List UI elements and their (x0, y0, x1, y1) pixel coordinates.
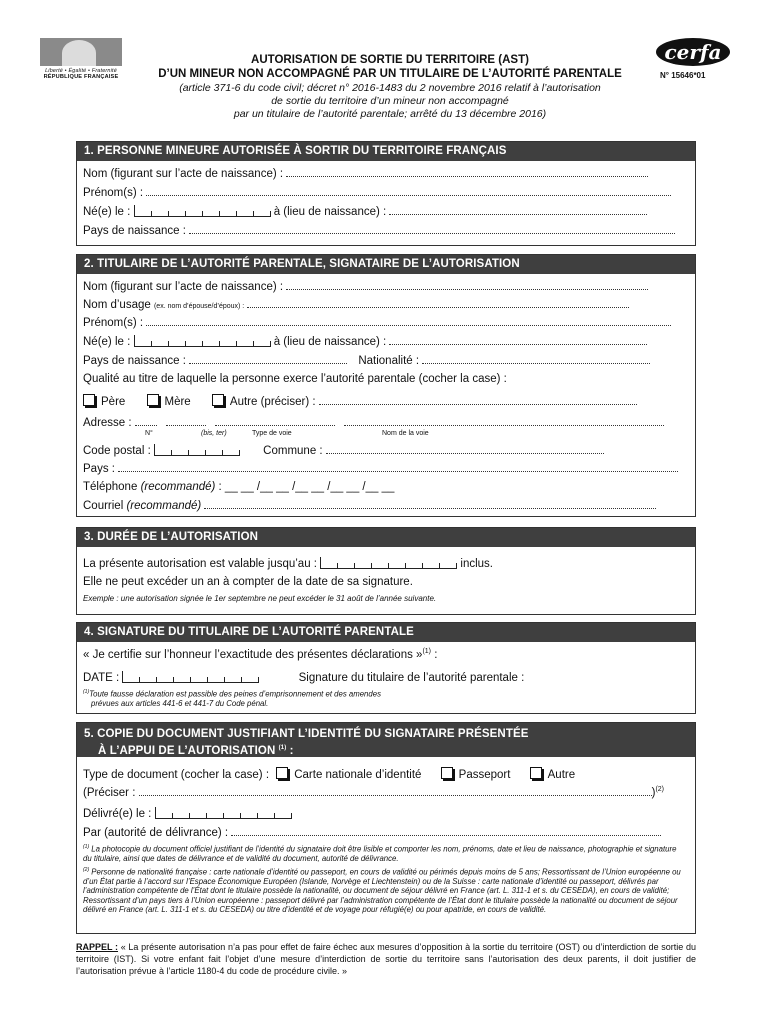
minor-birthdate-boxes[interactable] (134, 205, 271, 217)
duree-limite: Elle ne peut excéder un an à compter de la date de sa signature. (83, 576, 413, 588)
adresse-bis-field[interactable] (166, 416, 206, 426)
cerfa-logo: cerfa (656, 38, 730, 66)
rappel-block (76, 941, 696, 977)
section-minor (76, 141, 696, 246)
parent-lieu-label: à (lieu de naissance) : (273, 336, 387, 348)
republique-francaise-logo (38, 38, 124, 90)
section-5-heading-line-1: 5. COPIE DU DOCUMENT JUSTIFIANT L’IDENTITÉ DU SIGNATAIRE PRÉSENTÉE (84, 728, 529, 740)
minor-naissance-row (83, 205, 647, 218)
note-line-1: Toute fausse déclaration est passible des peines d’emprisonnement et des amendes (89, 689, 381, 699)
delivre-date-boxes[interactable] (155, 807, 292, 819)
section-2-heading: 2. TITULAIRE DE L’AUTORITÉ PARENTALE, SIGNATAIRE DE L’AUTORISATION (77, 255, 695, 274)
preciser-row (83, 786, 664, 799)
autre-doc-label: Autre (547, 769, 576, 781)
parent-pays-row (83, 354, 650, 367)
section-3-heading: 3. DURÉE DE L’AUTORISATION (77, 528, 695, 547)
type-doc-label: Type de document (cocher la case) : (83, 769, 270, 781)
autorite-field[interactable] (231, 826, 661, 836)
note-1-text: La photocopie du document officiel justifiant de l’identité du signataire doit être lisible et comporter les nom, prénoms, date et lieu de naissance, photographie et signature du titulaire, ainsi que dates de délivrance et de validité du document, autorité de délivrance. (83, 844, 677, 863)
delivre-label: Délivré(e) le : (83, 808, 152, 820)
preciser-ref: (2) (655, 786, 665, 794)
parent-telephone-row (83, 481, 394, 493)
section-5-note-2 (83, 866, 683, 915)
logo-republic: RÉPUBLIQUE FRANÇAISE (43, 74, 119, 80)
pays2-field[interactable] (118, 462, 678, 472)
date-signature-row (83, 671, 524, 684)
duree-valable-row (83, 557, 493, 570)
section-5-heading (77, 723, 695, 757)
autre-label: Autre (préciser) : (229, 396, 316, 408)
rappel-label: RAPPEL : (76, 942, 119, 952)
parent-nationalite-field[interactable] (422, 354, 650, 364)
parent-nom-field[interactable] (286, 280, 648, 290)
parent-cp-row (83, 444, 604, 457)
courriel-label: Courriel (83, 500, 124, 512)
telephone-label: Téléphone (83, 481, 138, 493)
parent-naissance-row (83, 335, 647, 348)
parent-nom-usage-field[interactable] (247, 298, 629, 308)
parent-pays2-row (83, 462, 678, 475)
mere-label: Mère (164, 396, 191, 408)
autre-preciser-field[interactable] (319, 395, 637, 405)
parent-pays-field[interactable] (189, 354, 347, 364)
note-2-text: Personne de nationalité française : carte nationale d’identité ou passeport, en cours de validité ou périmés depuis moins de 5 ans; Ressortissant de l’Union européenne ou d’un État partie à l’accord sur l’Espace Économique Européen (Islande, Norvège et Liechtenstein) ou de la Suisse : carte nationale d’identité ou passeport, délivrés par l’administration compétente de l’État dont le titulaire possède la nationalité, ou document de séjour délivré en France (art. L. 311-1 et s. du CESEDA), en cours de validité; Ressortissant d’un pays tiers à l’Union européenne : passeport délivré par l’administration compétente de l’État dont le titulaire possède la nationalité ou document de séjour délivré en France (art. L. 311-1 et s. du CESEDA) ou titre d’identité et de voyage pour réfugié(e) ou pour apatride, en cours de validité. (83, 867, 681, 915)
certifie-text: « Je certifie sur l’honneur l’exactitude des présentes déclarations » (83, 648, 423, 661)
signature-label: Signature du titulaire de l’autorité parentale : (298, 672, 525, 684)
parent-pays-label: Pays de naissance : (83, 355, 186, 367)
section-document (76, 722, 696, 934)
duree-exemple: Exemple : une autorisation signée le 1er septembre ne peut excéder le 31 août de l’année suivante. (83, 594, 437, 603)
minor-lieu-label: à (lieu de naissance) : (273, 206, 387, 218)
section-4-note (83, 688, 683, 708)
subtitle-line-2: de sortie du territoire d’un mineur non accompagné (271, 95, 509, 107)
parent-qualite-label: Qualité au titre de laquelle la personne exerce l’autorité parentale (cocher la case) : (83, 373, 507, 385)
rappel-text: « La présente autorisation n’a pas pour effet de faire échec aux mesures d’opposition à la sortie du territoire (OST) ou d’interdiction de sortie du territoire (IST). Si votre enfant fait l’objet d’une mesure d’interdiction de sortie du territoire sans l’autorisation des deux parents, il doit justifier de l’autorisation prévue à l’article 1180-4 du code de procédure civile. » (76, 942, 696, 976)
carte-checkbox[interactable] (276, 767, 288, 779)
courriel-hint: (recommandé) (126, 500, 202, 512)
commune-label: Commune : (263, 445, 323, 457)
telephone-field[interactable]: : __ __ /__ __ /__ __ /__ __ /__ __ (218, 481, 395, 493)
section-signature (76, 622, 696, 714)
minor-nom-row (83, 167, 648, 180)
minor-prenoms-field[interactable] (146, 186, 671, 196)
minor-pays-label: Pays de naissance : (83, 225, 186, 237)
title-line-1: AUTORISATION DE SORTIE DU TERRITOIRE (AST) (251, 54, 529, 66)
cerfa-number: N° 15646*01 (660, 71, 706, 80)
minor-nom-field[interactable] (286, 167, 648, 177)
pere-checkbox[interactable] (83, 394, 95, 406)
note-ref: (1) (83, 689, 90, 695)
logo-motto: Liberté • Égalité • Fraternité (45, 68, 117, 74)
section-duree (76, 527, 696, 615)
addr-type-caption: Type de voie (252, 430, 292, 437)
date-label: DATE : (83, 672, 120, 684)
section-5-heading-line-2-wrap (84, 741, 695, 758)
pere-label: Père (101, 396, 126, 408)
subtitle-line-1: (article 371-6 du code civil; décret n° 2016-1483 du 2 novembre 2016 relatif à l’autorisation (179, 82, 601, 94)
note-line-2: prévues aux articles 441-6 et 441-7 du Code pénal. (91, 699, 269, 708)
certifie-row: « Je certifie sur l’honneur l’exactitude des présentes déclarations »$^{(1)}$ : (83, 648, 438, 661)
certifie-ref: (1) (422, 648, 432, 655)
mere-checkbox[interactable] (147, 394, 159, 406)
commune-field[interactable] (326, 444, 604, 454)
section-parent (76, 254, 696, 517)
parent-courriel-row (83, 499, 656, 512)
preciser-field[interactable] (139, 786, 652, 796)
preciser-end: ) (651, 787, 656, 799)
adresse-nom-field[interactable] (344, 416, 664, 426)
telephone-hint: (recommandé) (140, 481, 216, 493)
adresse-type-field[interactable] (215, 416, 335, 426)
parent-lieu-field[interactable] (389, 335, 647, 345)
parent-nom-usage-row (83, 298, 629, 311)
subtitle (125, 82, 655, 121)
minor-nom-label: Nom (figurant sur l’acte de naissance) : (83, 168, 284, 180)
parent-nom-usage-label: Nom d’usage (83, 299, 151, 311)
section-1-heading: 1. PERSONNE MINEURE AUTORISÉE À SORTIR DU TERRITOIRE FRANÇAIS (77, 142, 695, 161)
carte-label: Carte nationale d’identité (294, 769, 422, 781)
minor-pays-field[interactable] (189, 224, 675, 234)
autorite-label: Par (autorité de délivrance) : (83, 827, 229, 839)
inclus-label: inclus. (460, 558, 494, 570)
minor-prenoms-label: Prénom(s) : (83, 187, 144, 199)
autorite-row (83, 826, 661, 839)
subtitle-line-3: par un titulaire de l’autorité parentale; arrêté du 13 décembre 2016) (233, 108, 547, 120)
valable-label: La présente autorisation est valable jusqu’au : (83, 558, 317, 570)
title-line-2: D’UN MINEUR NON ACCOMPAGNÉ PAR UN TITULAIRE DE L’AUTORITÉ PARENTALE (158, 68, 622, 80)
addr-bis-caption: (bis, ter) (201, 430, 227, 437)
type-doc-row (83, 767, 575, 781)
parent-ne-le-label: Né(e) le : (83, 336, 131, 348)
parent-nom-usage-hint: (ex. nom d’épouse/d’époux) : (153, 303, 245, 310)
code-postal-boxes[interactable] (154, 444, 240, 456)
parent-birthdate-boxes[interactable] (134, 335, 271, 347)
addr-no-caption: N° (145, 430, 153, 437)
courriel-field[interactable] (204, 499, 656, 509)
parent-qualite-row (83, 394, 637, 408)
adresse-no-field[interactable] (135, 416, 157, 426)
note-2-ref: (2) (83, 867, 90, 873)
section-5-heading-ref: (1) (278, 745, 287, 751)
signature-date-boxes[interactable] (122, 671, 259, 683)
passeport-checkbox[interactable] (441, 767, 453, 779)
minor-lieu-field[interactable] (389, 205, 647, 215)
section-5-heading-line-2: À L’APPUI DE L’AUTORISATION (98, 744, 276, 757)
pays2-label: Pays : (83, 463, 115, 475)
code-postal-label: Code postal : (83, 445, 151, 457)
form-title (125, 54, 655, 121)
note-1-ref: (1) (83, 844, 90, 850)
passeport-label: Passeport (458, 769, 511, 781)
parent-adresse-row (83, 416, 664, 429)
marianne-logo-icon (40, 38, 122, 66)
parent-prenoms-label: Prénom(s) : (83, 317, 144, 329)
section-5-heading-colon: : (289, 744, 294, 757)
section-4-heading: 4. SIGNATURE DU TITULAIRE DE L’AUTORITÉ PARENTALE (77, 623, 695, 642)
section-5-note-1 (83, 843, 683, 863)
addr-nom-caption: Nom de la voie (382, 430, 429, 437)
minor-ne-le-label: Né(e) le : (83, 206, 131, 218)
delivre-row (83, 807, 292, 820)
parent-nationalite-label: Nationalité : (358, 355, 420, 367)
minor-pays-row (83, 224, 675, 237)
preciser-label: (Préciser : (83, 787, 136, 799)
parent-prenoms-field[interactable] (146, 316, 671, 326)
parent-nom-label: Nom (figurant sur l’acte de naissance) : (83, 281, 284, 293)
minor-prenoms-row (83, 186, 671, 199)
autre-doc-checkbox[interactable] (530, 767, 542, 779)
parent-nom-row (83, 280, 648, 293)
validity-date-boxes[interactable] (320, 557, 457, 569)
parent-prenoms-row (83, 316, 671, 329)
adresse-label: Adresse : (83, 417, 132, 429)
autre-checkbox[interactable] (212, 394, 224, 406)
